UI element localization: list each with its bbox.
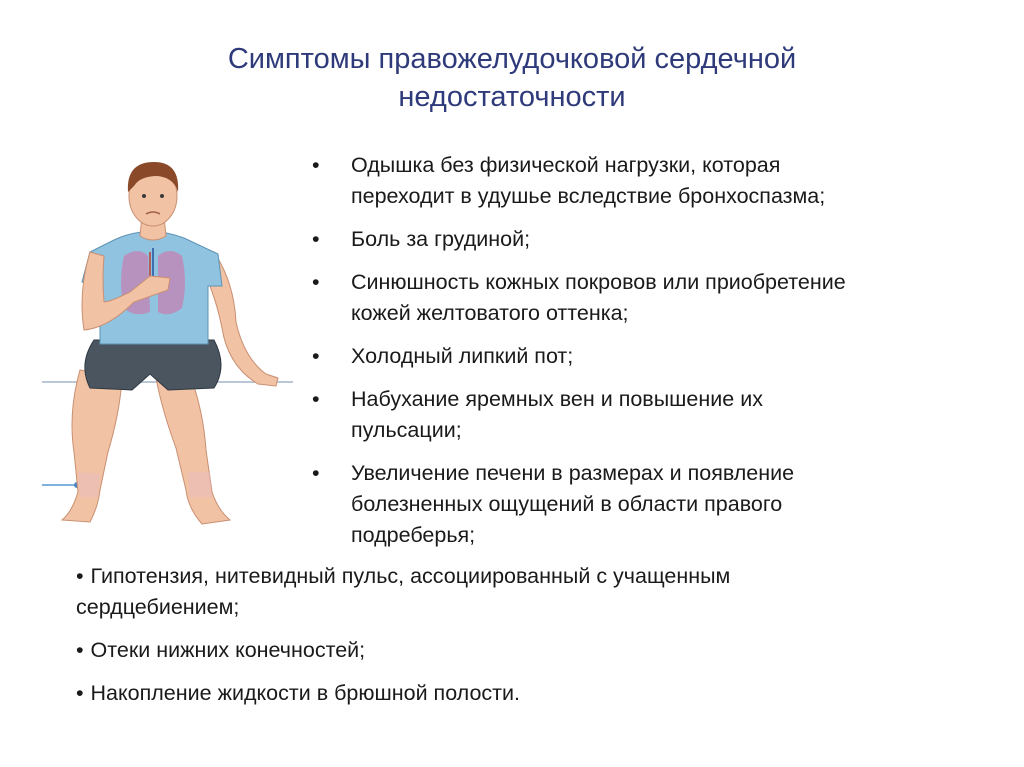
list-item-line: Боль за грудиной; [351, 227, 531, 251]
list-item-line: сердцебиением; [76, 595, 240, 619]
list-item-text: Накопление жидкости в брюшной полости. [90, 681, 521, 705]
list-item-line: Одышка без физической нагрузки, которая [351, 153, 781, 177]
list-item-line: пульсации; [351, 418, 462, 442]
slide-title [0, 40, 1024, 116]
bullet: • [312, 461, 320, 485]
list-item-line: Набухание яремных вен и повышение их [351, 387, 763, 411]
list-item-line [76, 635, 976, 666]
list-item-line: Увеличение печени в размерах и появление [351, 461, 795, 485]
list-item-line: подреберья; [351, 523, 476, 547]
list-item-line: болезненных ощущений в области правого [351, 492, 783, 516]
bullet: • [76, 638, 84, 662]
symptoms-list-bottom [76, 561, 976, 721]
list-item [76, 561, 976, 623]
list-item [76, 678, 976, 709]
list-item [312, 267, 992, 329]
list-item [312, 150, 992, 212]
bullet: • [76, 564, 84, 588]
symptoms-list-right [312, 150, 992, 563]
list-item-line: Холодный липкий пот; [351, 344, 574, 368]
list-item [76, 635, 976, 666]
list-item-line: переходит в удушье вследствие бронхоспазма; [351, 184, 826, 208]
bullet: • [312, 227, 320, 251]
list-item-line: кожей желтоватого оттенка; [351, 301, 629, 325]
list-item [312, 458, 992, 551]
list-item [312, 224, 992, 255]
bullet: • [312, 270, 320, 294]
list-item [312, 341, 992, 372]
bullet: • [312, 344, 320, 368]
slide-title-line-2: недостаточности [398, 81, 626, 113]
bullet: • [76, 681, 84, 705]
list-item-line: Синюшность кожных покровов или приобретение [351, 270, 846, 294]
seated-man-holding-chest-icon [38, 152, 300, 532]
bullet: • [312, 153, 320, 177]
list-item-text: Гипотензия, нитевидный пульс, ассоциированный с учащенным [90, 564, 731, 588]
bullet: • [312, 387, 320, 411]
list-item-line [76, 678, 976, 709]
list-item-text: Отеки нижних конечностей; [90, 638, 366, 662]
slide-title-line-1: Симптомы правожелудочковой сердечной [227, 43, 797, 75]
list-item-line [76, 561, 976, 592]
list-item [312, 384, 992, 446]
